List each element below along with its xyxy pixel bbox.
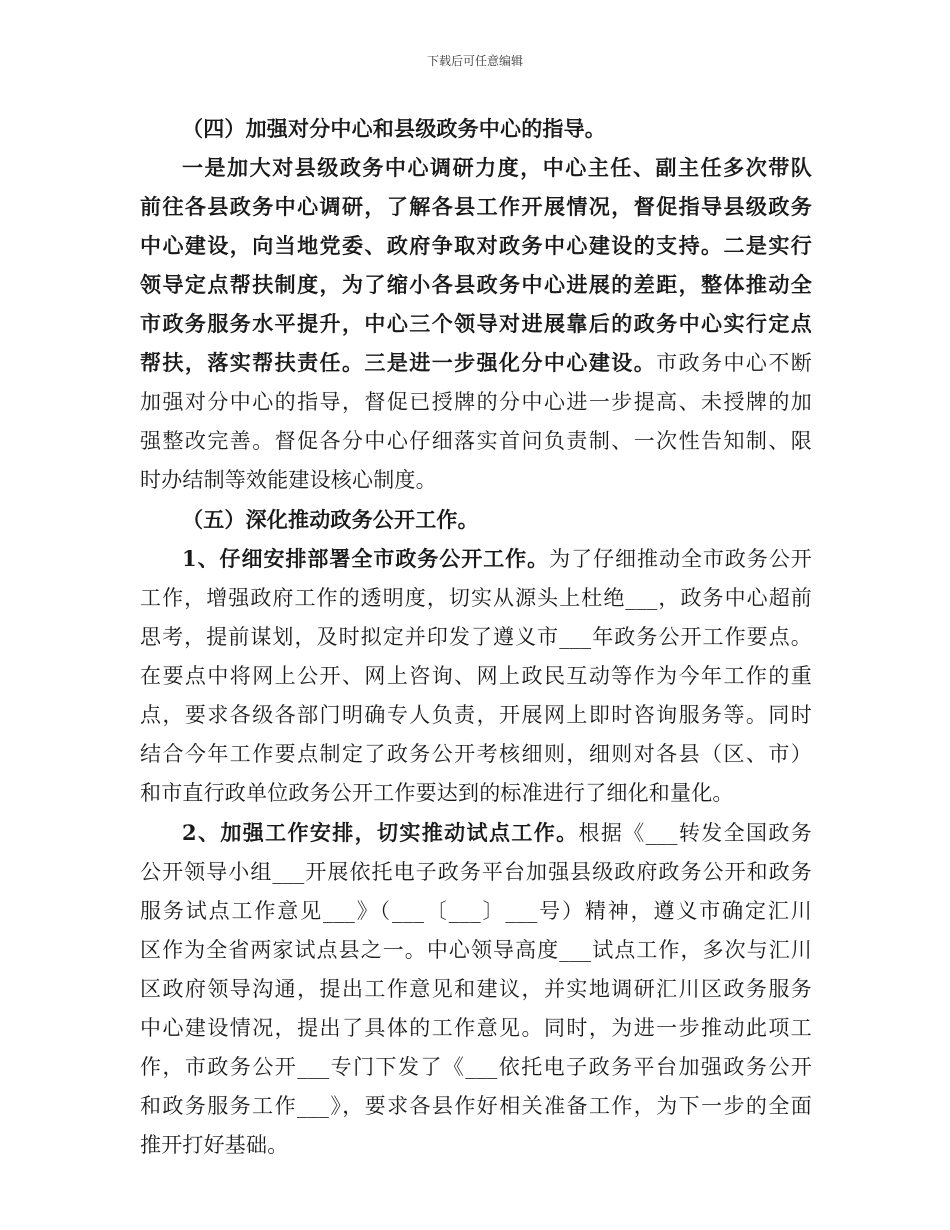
text-line bbox=[140, 539, 812, 579]
text-line: 中心建设，向当地党委、政府争取对政务中心建设的支持。二是实行 bbox=[140, 233, 812, 258]
text-line: 区作为全省两家试点县之一。中心领导高度___试点工作，多次与汇川 bbox=[140, 938, 812, 962]
text-line: 和市直行政单位政务公开工作要达到的标准进行了细化和量化。 bbox=[140, 781, 734, 805]
text-line: 市政务服务水平提升，中心三个领导对进展靠后的政务中心实行定点 bbox=[140, 311, 812, 336]
text-line: 点，要求各级各部门明确专人负责，开展网上即时咨询服务等。同时 bbox=[140, 703, 812, 727]
text-line: 前往各县政务中心调研，了解各县工作开展情况，督促指导县级政务 bbox=[140, 194, 812, 219]
page-header: 下载后可任意编辑 bbox=[426, 54, 523, 68]
text-line: 中心建设情况，提出了具体的工作意见。同时，为进一步推动此项工 bbox=[140, 1016, 812, 1040]
text-line: 和政务服务工作___》，要求各县作好相关准备工作，为下一步的全面 bbox=[140, 1094, 812, 1118]
text-line: 一是加大对县级政务中心调研力度，中心主任、副主任多次带队 bbox=[182, 155, 812, 180]
text-line bbox=[140, 343, 812, 383]
section-5-heading: （五）深化推动政务公开工作。 bbox=[182, 507, 479, 532]
normal-run: 市政务中心不断 bbox=[656, 351, 812, 375]
bold-run: 2、加强工作安排，切实推动试点工作。 bbox=[182, 820, 579, 845]
section-4-heading: （四）加强对分中心和县级政务中心的指导。 bbox=[182, 116, 606, 141]
text-line: 领导定点帮扶制度，为了缩小各县政务中心进展的差距，整体推动全 bbox=[140, 272, 812, 297]
section-5-paragraph-2 bbox=[140, 813, 812, 1165]
text-line: 强整改完善。督促各分中心仔细落实首问负责制、一次性告知制、限 bbox=[140, 429, 812, 453]
text-line: 公开领导小组___开展依托电子政务平台加强县级政府政务公开和政务 bbox=[140, 860, 812, 884]
text-line bbox=[140, 813, 812, 853]
text-line: 在要点中将网上公开、网上咨询、网上政民互动等作为今年工作的重 bbox=[140, 664, 812, 688]
text-line: 加强对分中心的指导，督促已授牌的分中心进一步提高、未授牌的加 bbox=[140, 390, 812, 414]
text-line: 思考，提前谋划，及时拟定并印发了遵义市___年政务公开工作要点。 bbox=[140, 625, 812, 649]
text-line: 作，市政务公开___专门下发了《___依托电子政务平台加强政务公开 bbox=[140, 1055, 812, 1079]
text-line: 时办结制等效能建设核心制度。 bbox=[140, 468, 437, 492]
bold-run: 1、仔细安排部署全市政务公开工作。 bbox=[182, 546, 550, 571]
document-body bbox=[140, 109, 812, 1165]
text-line: 结合今年工作要点制定了政务公开考核细则，细则对各县（区、市） bbox=[140, 742, 812, 766]
text-line: 服务试点工作意见___》（___〔___〕___号）精神，遵义市确定汇川 bbox=[140, 899, 812, 923]
normal-run: 根据《___转发全国政务 bbox=[578, 821, 812, 845]
text-line: 区政府领导沟通，提出工作意见和建议，并实地调研汇川区政务服务 bbox=[140, 977, 812, 1001]
section-5-paragraph-1 bbox=[140, 539, 812, 813]
section-4-paragraph bbox=[140, 148, 812, 500]
bold-run: 帮扶，落实帮扶责任。三是进一步强化分中心建设。 bbox=[140, 350, 657, 375]
text-line: 工作，增强政府工作的透明度，切实从源头上杜绝___，政务中心超前 bbox=[140, 586, 812, 610]
normal-run: 为了仔细推动全市政务公开 bbox=[549, 547, 813, 571]
text-line: 推开打好基础。 bbox=[140, 1133, 289, 1157]
